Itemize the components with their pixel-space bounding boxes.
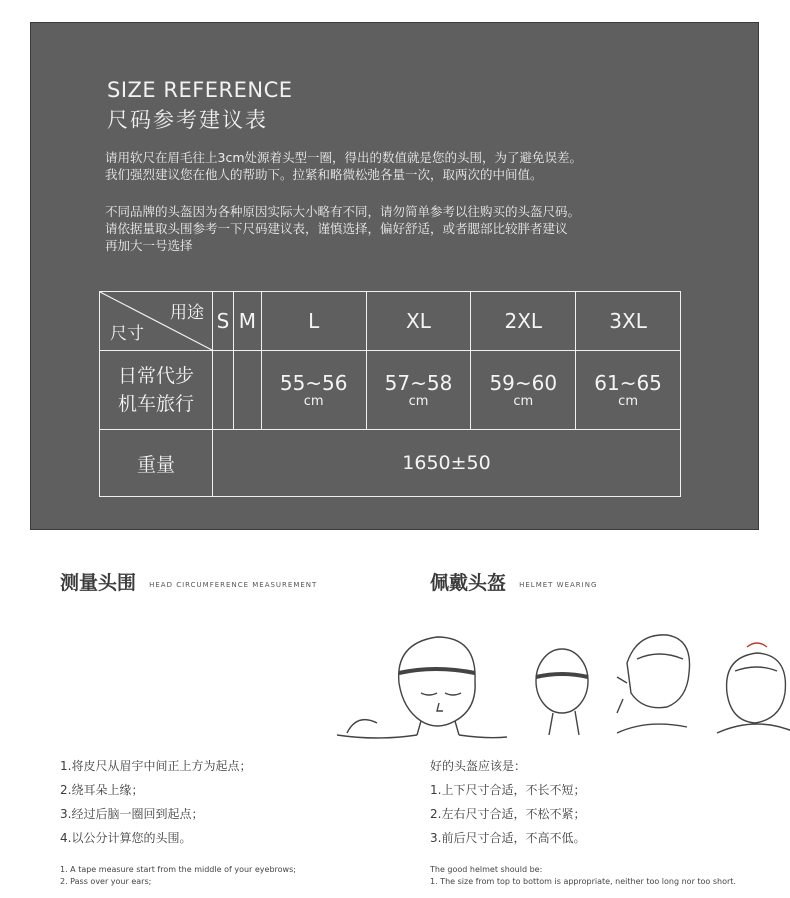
circumference-cell-s — [213, 351, 234, 430]
measure-en-title: HEAD CIRCUMFERENCE MEASUREMENT — [149, 580, 318, 589]
measure-en-notes: 1. A tape measure start from the middle of your eyebrows; 2. Pass over your ears; — [60, 865, 296, 886]
measure-title: 测量头围 — [60, 572, 137, 594]
size-table — [99, 291, 681, 497]
unit-label: cm — [408, 393, 429, 409]
unit-label: cm — [513, 393, 534, 409]
circumference-cell-xl — [366, 351, 471, 430]
wearing-en-notes: The good helmet should be: 1. The size from top to bottom is appropriate, neither too long nor too short. — [430, 865, 736, 886]
size-reference-panel — [30, 22, 759, 530]
circumference-cell-l — [261, 351, 366, 430]
circumference-value-3xl: 61~65 — [594, 370, 662, 395]
measure-steps: 1.将皮尺从眉宇中间正上方为起点； 2.绕耳朵上缘； 3.经过后脑一圈回到起点； 4.以公分计算您的头围。 — [60, 759, 252, 845]
brand-notice: 不同品牌的头盔因为各种原因实际大小略有不同，请勿简单参考以往购买的头盔尺码。 请依据量取头围参考一下尺码建议表，谨慎选择，偏好舒适，或者腮部比较胖者建议 再加大一号选择 — [105, 204, 581, 253]
circumference-value-2xl: 59~60 — [489, 370, 558, 395]
circumference-cell-m — [233, 351, 261, 430]
measure-instructions: 请用软尺在眉毛往上3cm处源着头型一圈，得出的数值就是您的头围，为了避免误差。 我们强烈建议您在他人的帮助下。拉紧和略微松弛各量一次，取两次的中间值。 — [105, 150, 583, 182]
size-header-l: L — [261, 292, 366, 351]
size-header-s: S — [213, 292, 234, 351]
head-measure-illustration — [317, 623, 617, 743]
size-header-xl: XL — [366, 292, 471, 351]
wearing-en-title: HELMET WEARING — [519, 580, 598, 589]
helmet-wearing-illustration — [597, 623, 790, 743]
unit-label: cm — [618, 393, 638, 409]
weight-row — [100, 430, 681, 497]
circumference-value-xl: 57~58 — [384, 370, 453, 395]
wearing-intro: 好的头盔应该是： — [430, 759, 527, 773]
diagonal-header-cell — [100, 292, 213, 351]
size-header-2xl: 2XL — [471, 292, 576, 351]
circumference-value-l: 55~56 — [279, 370, 348, 395]
unit-label: cm — [303, 393, 324, 409]
weight-value: 1650±50 — [213, 430, 681, 497]
corner-usage-label: 用途 — [170, 303, 204, 323]
circumference-cell-3xl — [576, 351, 681, 430]
wearing-steps-block — [430, 754, 585, 850]
measure-section — [60, 568, 440, 886]
corner-size-label: 尺寸 — [110, 324, 144, 344]
circumference-cell-2xl — [471, 351, 576, 430]
wearing-title: 佩戴头盔 — [430, 572, 507, 594]
reference-title: SIZE REFERENCE — [107, 78, 293, 102]
circumference-row — [100, 351, 681, 430]
instructions-section — [0, 550, 790, 898]
weight-label: 重量 — [100, 430, 213, 497]
wearing-section — [430, 568, 790, 886]
wearing-steps: 1.上下尺寸合适，不长不短； 2.左右尺寸合适，不松不紧； 3.前后尺寸合适，不高不低。 — [430, 783, 586, 845]
size-header-3xl: 3XL — [576, 292, 681, 351]
reference-subtitle: 尺码参考建议表 — [107, 108, 268, 132]
size-header-m: M — [233, 292, 261, 351]
usage-label: 日常代步 机车旅行 — [100, 351, 213, 430]
size-header-row — [100, 292, 681, 351]
